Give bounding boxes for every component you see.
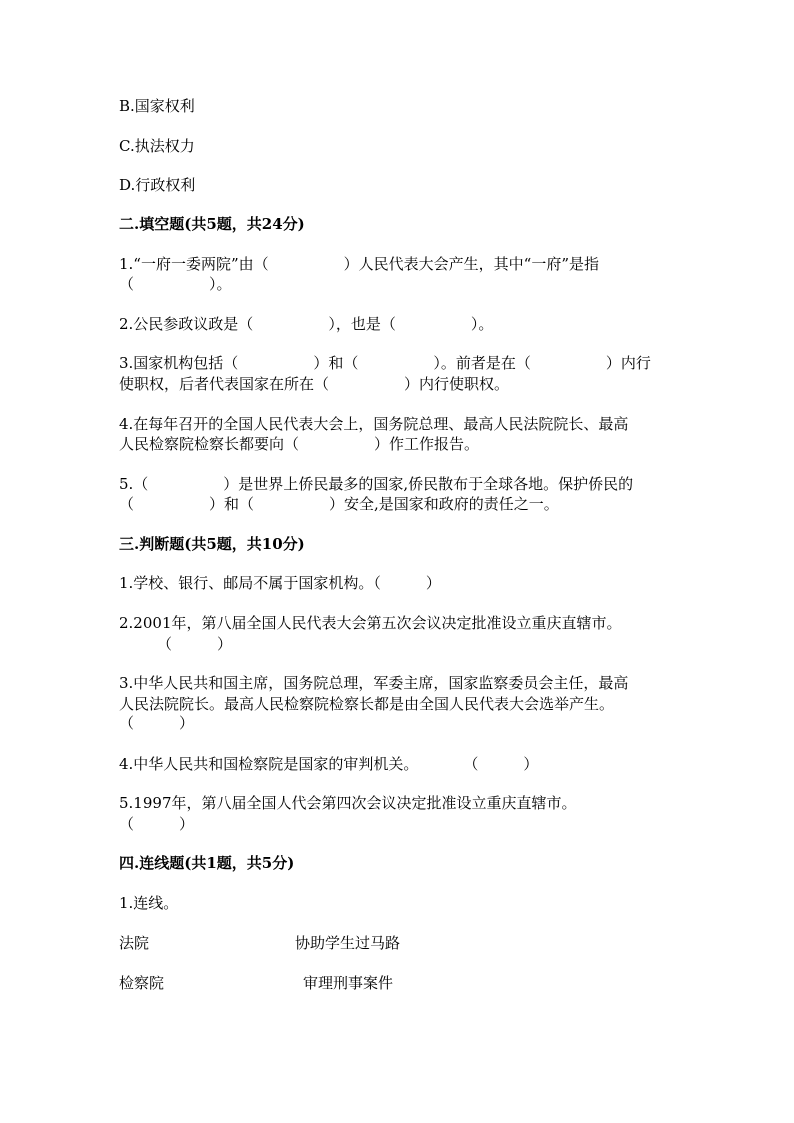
- fill-q1-line1: 1.“一府一委两院”由（ ）人民代表大会产生，其中“一府”是指: [119, 255, 599, 273]
- section-heading-fill-blank: 二.填空题(共5题，共24分): [119, 215, 305, 233]
- judge-q5-line2: （ ）: [119, 815, 195, 833]
- fill-q5-line1: 5.（ ）是世界上侨民最多的国家,侨民散布于全球各地。保护侨民的: [119, 475, 634, 493]
- section-heading-match: 四.连线题(共1题，共5分): [119, 854, 295, 872]
- fill-q5-line2: （ ）和（ ）安全,是国家和政府的责任之一。: [119, 495, 559, 513]
- judge-q3-line3: （ ）: [119, 714, 195, 732]
- fill-q2-line1: 2.公民参政议政是（ ），也是（ ）。: [119, 315, 494, 333]
- judge-q1-line1: 1.学校、银行、邮局不属于国家机构。（ ）: [119, 574, 441, 592]
- judge-q3-line1: 3.中华人民共和国主席，国务院总理，军委主席，国家监察委员会主任，最高: [119, 674, 629, 692]
- option-d: D.行政权利: [119, 176, 196, 194]
- fill-q1-line2: （ ）。: [119, 275, 232, 293]
- match-left-item: 法院: [119, 934, 150, 952]
- option-c: C.执法权力: [119, 137, 195, 155]
- judge-q2-line1: 2.2001年，第八届全国人民代表大会第五次会议决定批准设立重庆直辖市。: [119, 614, 622, 632]
- section-heading-judge: 三.判断题(共5题，共10分): [119, 535, 305, 553]
- match-q1: 1.连线。: [119, 894, 179, 912]
- match-left-item: 检察院: [119, 974, 165, 992]
- fill-q3-line2: 使职权，后者代表国家在所在（ ）内行使职权。: [119, 375, 510, 393]
- match-right-item: 协助学生过马路: [295, 934, 401, 952]
- fill-q4-line2: 人民检察院检察长都要向（ ）作工作报告。: [119, 435, 480, 453]
- option-b: B.国家权利: [119, 97, 195, 115]
- fill-q3-line1: 3.国家机构包括（ ）和（ ）。前者是在（ ）内行: [119, 354, 651, 372]
- match-right-item: 审理刑事案件: [303, 974, 394, 992]
- judge-q3-line2: 人民法院院长。最高人民检察院检察长都是由全国人民代表大会选举产生。: [119, 695, 615, 713]
- fill-q4-line1: 4.在每年召开的全国人民代表大会上，国务院总理、最高人民法院院长、最高: [119, 415, 629, 433]
- judge-q4-line1: 4.中华人民共和国检察院是国家的审判机关。 （ ）: [119, 755, 539, 773]
- judge-q2-line2: （ ）: [157, 635, 233, 653]
- judge-q5-line1: 5.1997年，第八届全国人代会第四次会议决定批准设立重庆直辖市。: [119, 794, 577, 812]
